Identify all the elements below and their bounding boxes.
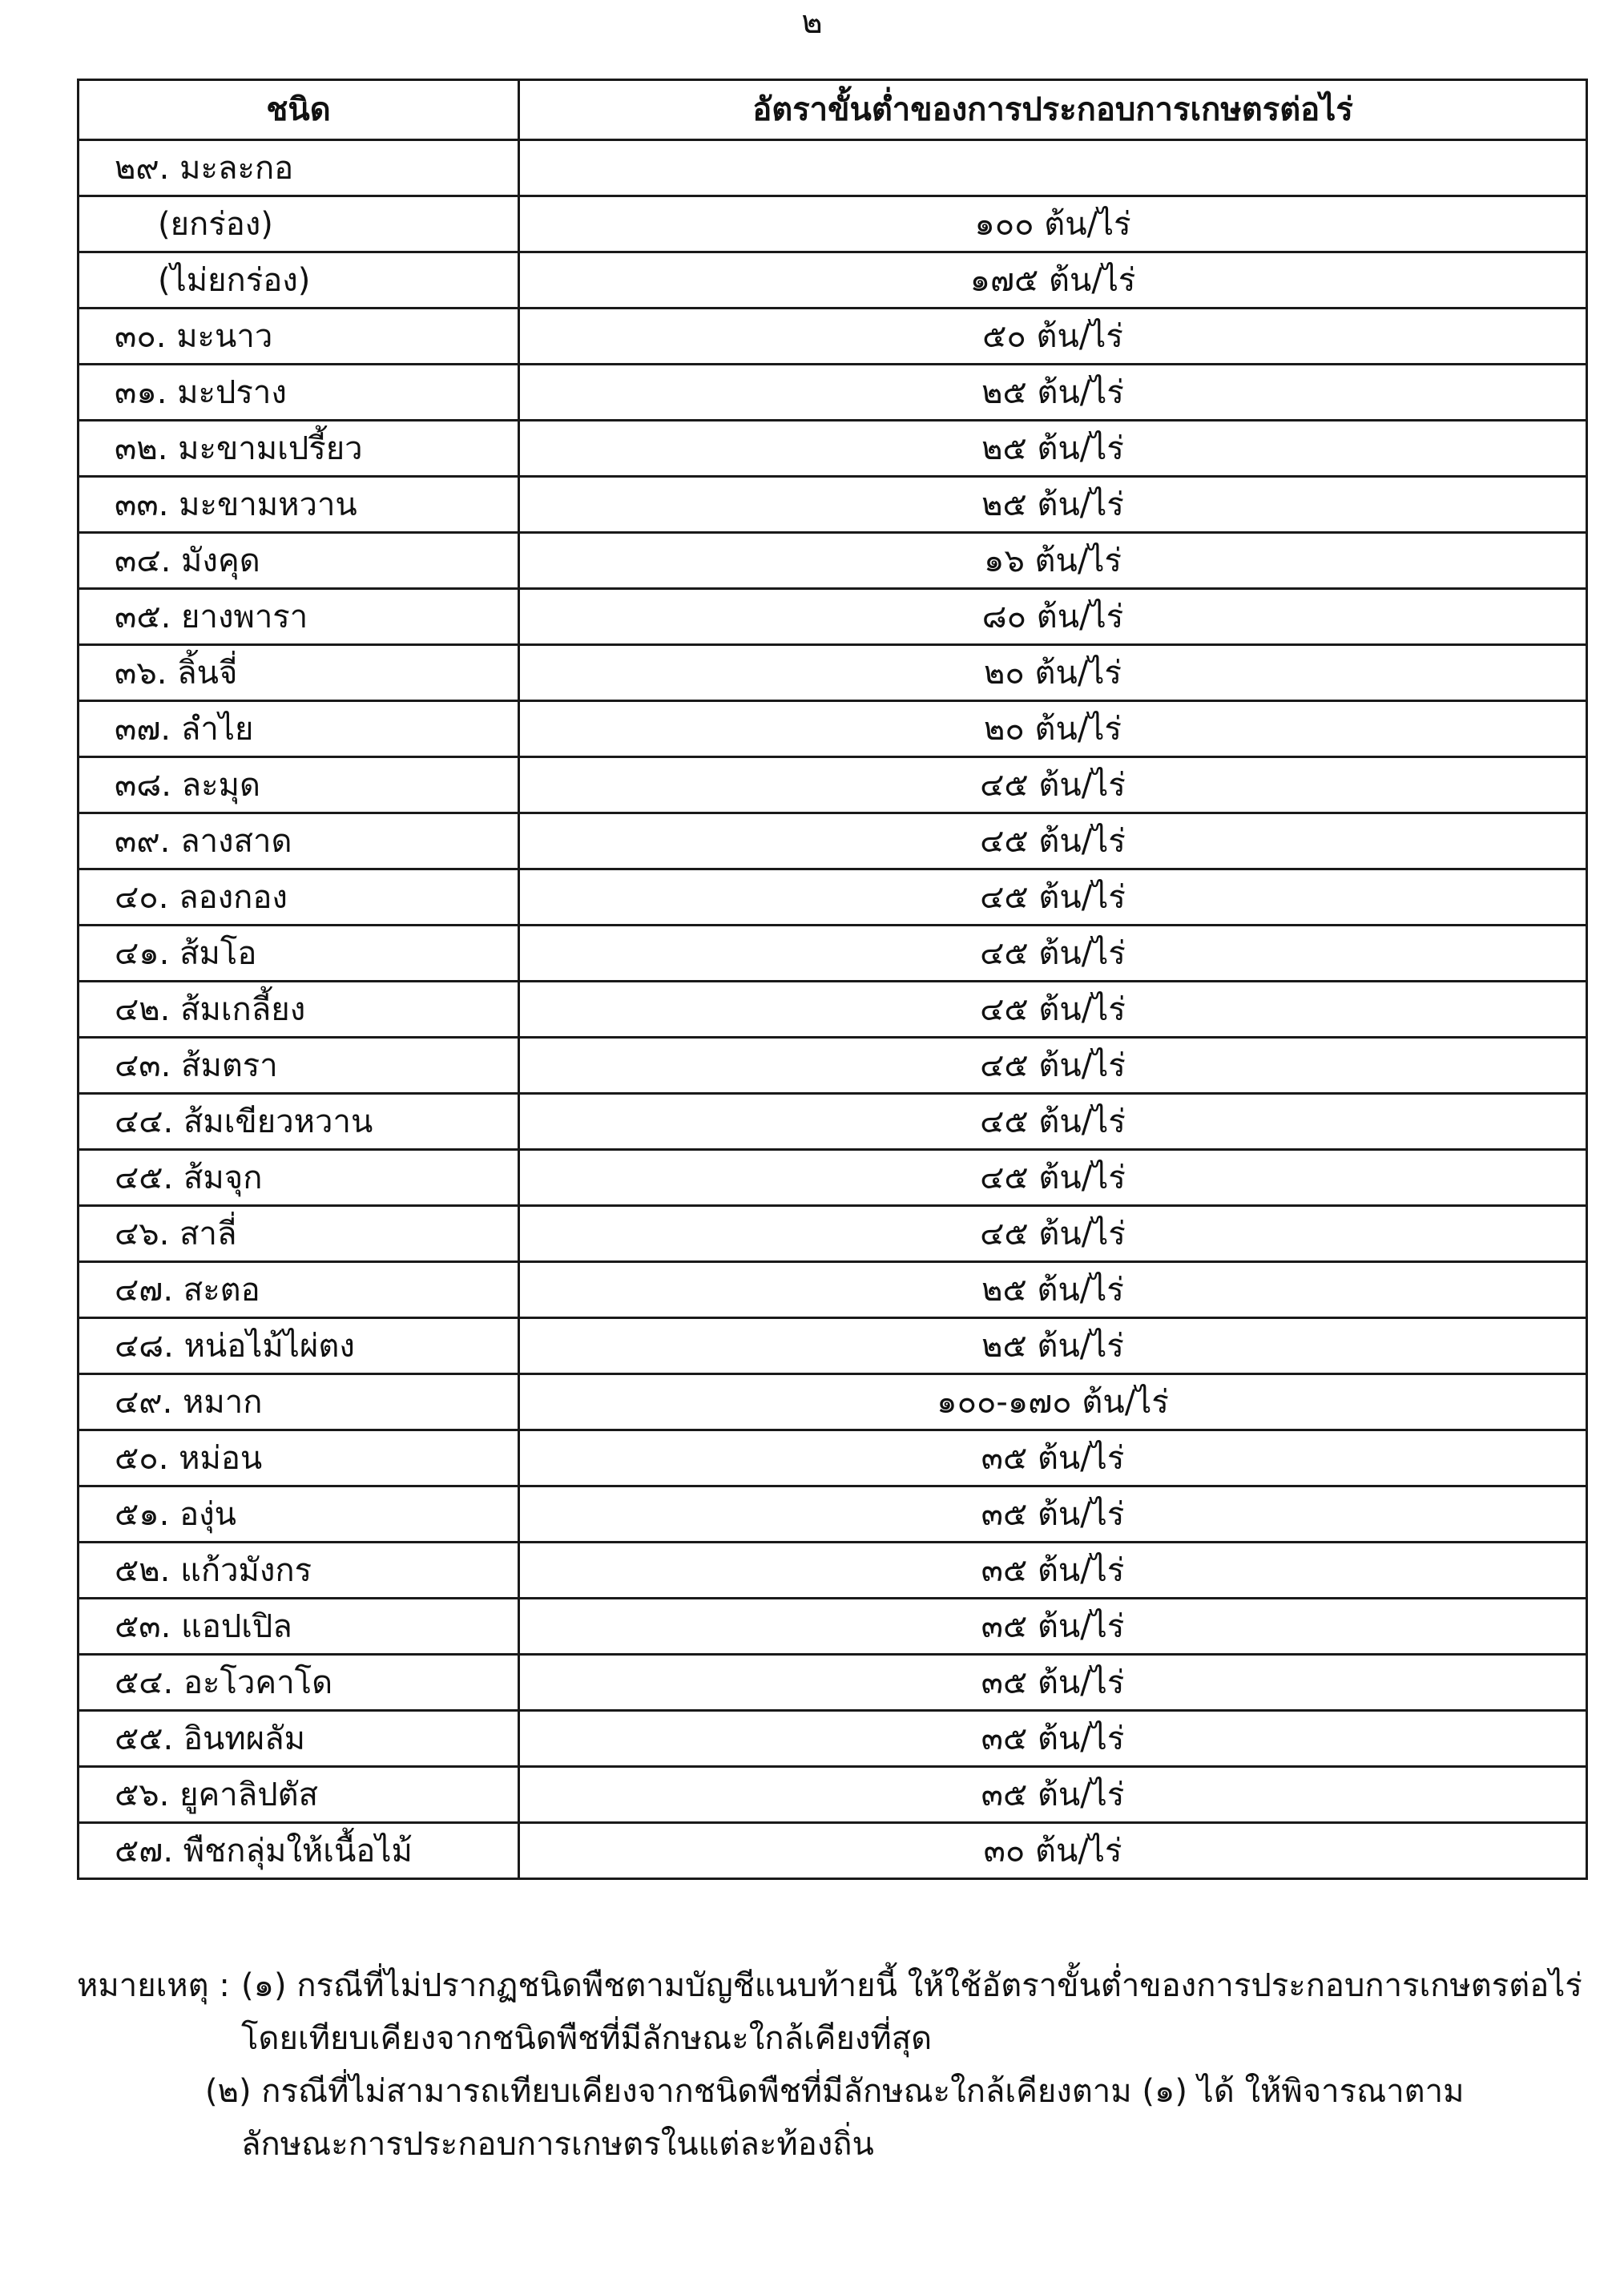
table-row xyxy=(79,1543,1587,1599)
table-row xyxy=(79,1655,1587,1711)
footnotes xyxy=(77,1959,1586,2171)
min-rate-cell: ๒๐ ต้น/ไร่ xyxy=(519,701,1587,757)
column-header-type: ชนิด xyxy=(79,80,519,140)
column-header-rate: อัตราขั้นต่ำของการประกอบการเกษตรต่อไร่ xyxy=(519,80,1587,140)
table-row xyxy=(79,477,1587,533)
table-row xyxy=(79,982,1587,1038)
crop-type-cell: ๕๖. ยูคาลิปตัส xyxy=(79,1767,519,1823)
min-rate-cell: ๔๕ ต้น/ไร่ xyxy=(519,1094,1587,1150)
min-rate-cell: ๓๕ ต้น/ไร่ xyxy=(519,1543,1587,1599)
crop-type-cell: ๓๔. มังคุด xyxy=(79,533,519,589)
min-rate-cell: ๑๗๕ ต้น/ไร่ xyxy=(519,252,1587,309)
table-header-row xyxy=(79,80,1587,140)
crop-type-cell: ๔๖. สาลี่ xyxy=(79,1206,519,1262)
crop-type-cell: ๔๗. สะตอ xyxy=(79,1262,519,1318)
table-row xyxy=(79,645,1587,701)
crop-type-cell: ๔๙. หมาก xyxy=(79,1374,519,1430)
crop-type-cell: ๔๔. ส้มเขียวหวาน xyxy=(79,1094,519,1150)
crop-type-cell: ๕๒. แก้วมังกร xyxy=(79,1543,519,1599)
table-row xyxy=(79,926,1587,982)
page-number: ๒ xyxy=(801,4,823,41)
note-line-2 xyxy=(77,2012,1586,2065)
note-text-1: (๑) กรณีที่ไม่ปรากฏชนิดพืชตามบัญชีแนบท้ายนี้ ให้ใช้อัตราขั้นต่ำของการประกอบการเกษตรต่อไร่ xyxy=(241,1967,1582,2004)
crop-type-cell: ๕๕. อินทผลัม xyxy=(79,1711,519,1767)
table-row xyxy=(79,1318,1587,1374)
table-body xyxy=(79,140,1587,1879)
crop-type-cell: ๔๑. ส้มโอ xyxy=(79,926,519,982)
crop-type-cell: ๕๗. พืชกลุ่มให้เนื้อไม้ xyxy=(79,1823,519,1879)
min-rate-cell: ๘๐ ต้น/ไร่ xyxy=(519,589,1587,645)
crop-type-cell: ๔๒. ส้มเกลี้ยง xyxy=(79,982,519,1038)
crop-type-cell: ๓๐. มะนาว xyxy=(79,309,519,365)
crop-type-cell: ๕๑. องุ่น xyxy=(79,1486,519,1543)
min-rate-cell: ๔๕ ต้น/ไร่ xyxy=(519,982,1587,1038)
crop-type-cell: (ยกร่อง) xyxy=(79,196,519,252)
table-row xyxy=(79,1823,1587,1879)
crop-type-cell: ๒๙. มะละกอ xyxy=(79,140,519,196)
crop-type-cell: ๕๓. แอปเปิล xyxy=(79,1599,519,1655)
crop-type-cell: ๓๑. มะปราง xyxy=(79,365,519,421)
table-row xyxy=(79,1038,1587,1094)
min-rate-cell: ๓๕ ต้น/ไร่ xyxy=(519,1711,1587,1767)
table-row xyxy=(79,1206,1587,1262)
min-rate-cell: ๒๕ ต้น/ไร่ xyxy=(519,421,1587,477)
min-rate-cell: ๔๕ ต้น/ไร่ xyxy=(519,1206,1587,1262)
note-text-4: ลักษณะการประกอบการเกษตรในแต่ละท้องถิ่น xyxy=(241,2126,874,2163)
min-rate-cell xyxy=(519,140,1587,196)
crop-type-cell: ๓๘. ละมุด xyxy=(79,757,519,813)
crop-type-cell: ๔๕. ส้มจุก xyxy=(79,1150,519,1206)
min-rate-cell: ๔๕ ต้น/ไร่ xyxy=(519,813,1587,869)
min-rate-cell: ๔๕ ต้น/ไร่ xyxy=(519,1038,1587,1094)
min-rate-cell: ๓๕ ต้น/ไร่ xyxy=(519,1767,1587,1823)
min-rate-cell: ๑๐๐ ต้น/ไร่ xyxy=(519,196,1587,252)
crop-type-cell: ๔๐. ลองกอง xyxy=(79,869,519,926)
note-line-4 xyxy=(77,2118,1586,2171)
crop-type-cell: ๕๐. หม่อน xyxy=(79,1430,519,1486)
table-row xyxy=(79,1094,1587,1150)
min-rate-cell: ๕๐ ต้น/ไร่ xyxy=(519,309,1587,365)
table-row xyxy=(79,1486,1587,1543)
note-line-3 xyxy=(77,2065,1586,2118)
table-row xyxy=(79,421,1587,477)
min-rate-cell: ๒๕ ต้น/ไร่ xyxy=(519,477,1587,533)
table-row xyxy=(79,1374,1587,1430)
min-rate-cell: ๑๐๐-๑๗๐ ต้น/ไร่ xyxy=(519,1374,1587,1430)
min-rate-cell: ๒๕ ต้น/ไร่ xyxy=(519,365,1587,421)
min-rate-cell: ๓๕ ต้น/ไร่ xyxy=(519,1430,1587,1486)
table-row xyxy=(79,140,1587,196)
min-rate-cell: ๓๕ ต้น/ไร่ xyxy=(519,1486,1587,1543)
min-rate-cell: ๒๕ ต้น/ไร่ xyxy=(519,1262,1587,1318)
min-rate-cell: ๓๐ ต้น/ไร่ xyxy=(519,1823,1587,1879)
table-row xyxy=(79,1767,1587,1823)
table-row xyxy=(79,252,1587,309)
min-rate-cell: ๔๕ ต้น/ไร่ xyxy=(519,869,1587,926)
crop-type-cell: (ไม่ยกร่อง) xyxy=(79,252,519,309)
table-row xyxy=(79,1430,1587,1486)
crop-type-cell: ๔๓. ส้มตรา xyxy=(79,1038,519,1094)
table-row xyxy=(79,757,1587,813)
min-rate-cell: ๓๕ ต้น/ไร่ xyxy=(519,1655,1587,1711)
crop-type-cell: ๓๙. ลางสาด xyxy=(79,813,519,869)
table-row xyxy=(79,1262,1587,1318)
min-rate-cell: ๓๕ ต้น/ไร่ xyxy=(519,1599,1587,1655)
note-label: หมายเหตุ : xyxy=(77,1967,230,2004)
crop-type-cell: ๓๖. ลิ้นจี่ xyxy=(79,645,519,701)
table-row xyxy=(79,1599,1587,1655)
crop-type-cell: ๓๕. ยางพารา xyxy=(79,589,519,645)
table-row xyxy=(79,1150,1587,1206)
table-row xyxy=(79,196,1587,252)
table-row xyxy=(79,533,1587,589)
table-row xyxy=(79,813,1587,869)
crop-type-cell: ๕๔. อะโวคาโด xyxy=(79,1655,519,1711)
min-rate-cell: ๒๐ ต้น/ไร่ xyxy=(519,645,1587,701)
note-line-1 xyxy=(77,1959,1586,2012)
note-text-3: (๒) กรณีที่ไม่สามารถเทียบเคียงจากชนิดพืชที่มีลักษณะใกล้เคียงตาม (๑) ได้ ให้พิจารณาตาม xyxy=(205,2073,1465,2110)
table-row xyxy=(79,365,1587,421)
table-row xyxy=(79,589,1587,645)
min-rate-cell: ๒๕ ต้น/ไร่ xyxy=(519,1318,1587,1374)
table-row xyxy=(79,869,1587,926)
crop-type-cell: ๓๓. มะขามหวาน xyxy=(79,477,519,533)
note-text-2: โดยเทียบเคียงจากชนิดพืชที่มีลักษณะใกล้เคียงที่สุด xyxy=(241,2020,933,2057)
crop-type-cell: ๔๘. หน่อไม้ไผ่ตง xyxy=(79,1318,519,1374)
table-row xyxy=(79,701,1587,757)
min-rate-cell: ๔๕ ต้น/ไร่ xyxy=(519,757,1587,813)
min-rate-cell: ๑๖ ต้น/ไร่ xyxy=(519,533,1587,589)
table-row xyxy=(79,309,1587,365)
min-rate-cell: ๔๕ ต้น/ไร่ xyxy=(519,1150,1587,1206)
crop-rate-table xyxy=(77,79,1588,1880)
table-row xyxy=(79,1711,1587,1767)
crop-type-cell: ๓๗. ลำไย xyxy=(79,701,519,757)
min-rate-cell: ๔๕ ต้น/ไร่ xyxy=(519,926,1587,982)
crop-type-cell: ๓๒. มะขามเปรี้ยว xyxy=(79,421,519,477)
